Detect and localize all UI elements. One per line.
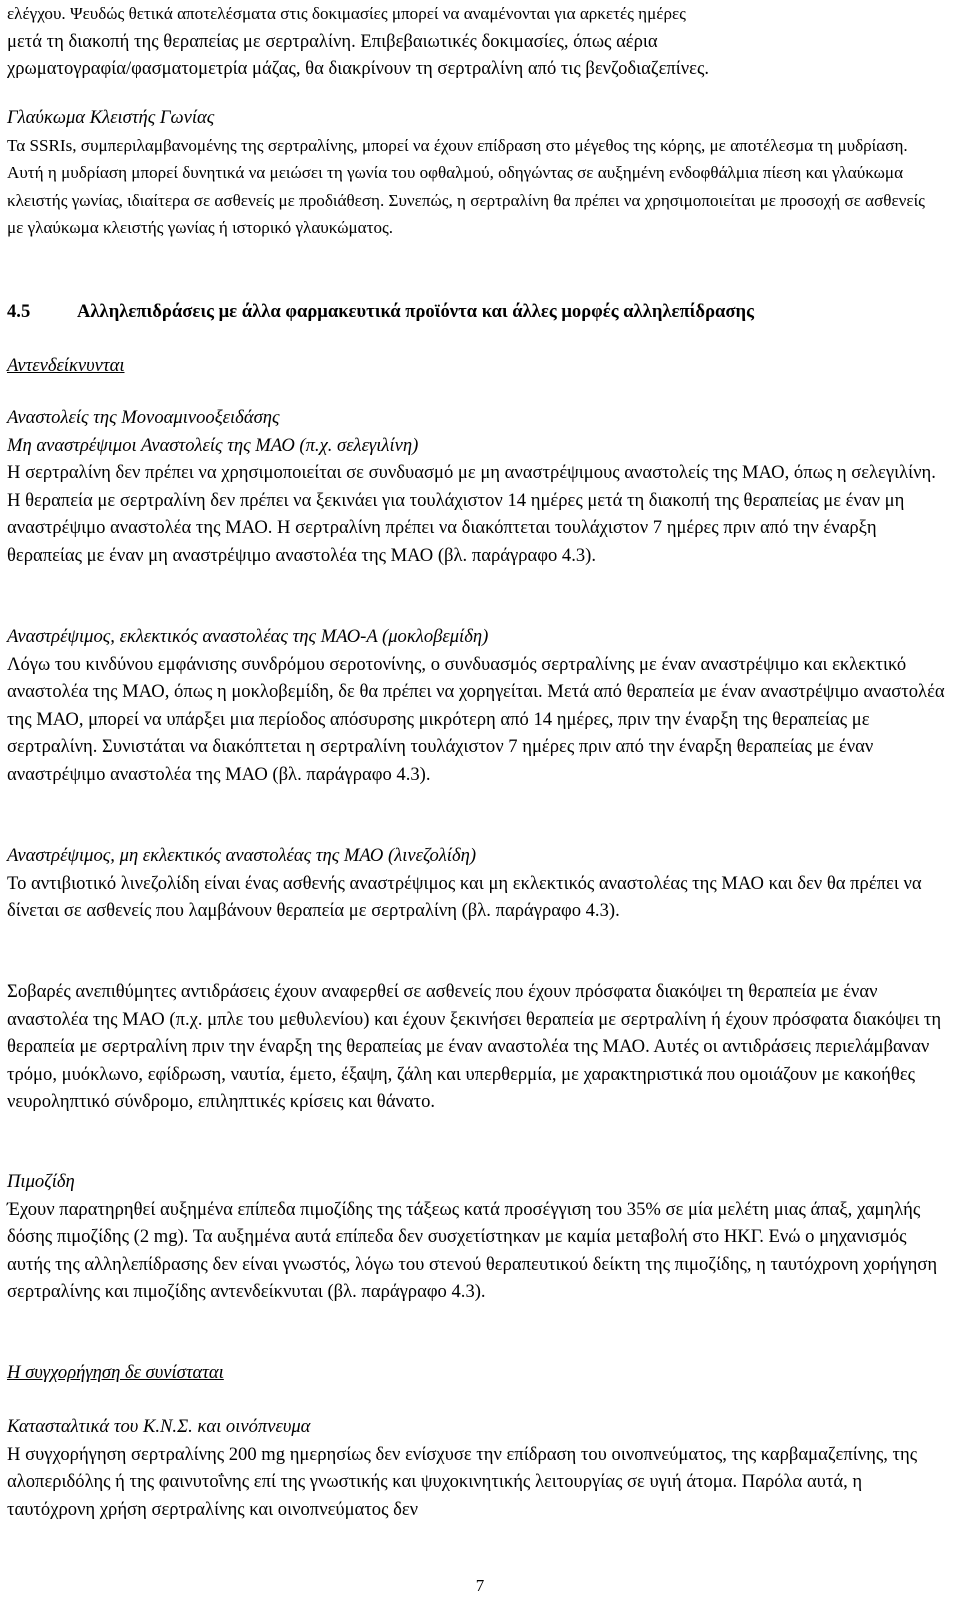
linezolid-heading: Αναστρέψιμος, μη εκλεκτικός αναστολέας της ΜΑΟ (λινεζολίδη): [7, 845, 477, 866]
moclobemide-heading: Αναστρέψιμος, εκλεκτικός αναστολέας της ΜΑΟ-Α (μοκλοβεμίδη): [7, 626, 489, 647]
contraindicated-heading: Αντενδείκνυνται: [7, 355, 125, 376]
page-number: 7: [475, 1576, 485, 1595]
maoi-heading: Αναστολείς της Μονοαμινοοξειδάσης: [7, 407, 280, 428]
moclobemide-section: [7, 623, 947, 789]
glaucoma-heading: Γλαύκωμα Κλειστής Γωνίας: [7, 107, 215, 128]
cns-alcohol-body: Η συγχορήγηση σερτραλίνης 200 mg ημερησίως δεν ενίσχυσε την επίδραση του οινοπνεύματος, της καρβαμαζεπίνης, της αλοπεριδόλης ή της φαινυτοΐνης επί της γνωστικής και ψυχοκινητικής λειτουργίας σε υγιή άτομα. Παρόλα αυτά, η ταυτόχρονη χρήση σερτραλίνης και οινοπνεύματος δεν: [7, 1443, 918, 1520]
cns-alcohol-section: [7, 1413, 947, 1523]
glaucoma-body: Τα SSRIs, συμπεριλαμβανομένης της σερτραλίνης, μπορεί να έχουν επίδραση στο μέγεθος της κόρης, με αποτέλεσμα τη μυδρίαση. Αυτή η μυδρίαση μπορεί δυνητικά να μειώσει τη γωνία του οφθαλμού, οδηγώντας σε αυξημένη ενδοφθάλμια πίεση και γλαύκωμα κλειστής γωνίας, ιδιαίτερα σε ασθενείς με προδιάθεση. Συνεπώς, η σερτραλίνη θα πρέπει να χρησιμοποιείται με προσοχή σε ασθενείς με γλαύκωμα κλειστής γωνίας ή ιστορικό γλαυκώματος.: [7, 135, 925, 238]
intro-paragraph: [7, 0, 947, 83]
intro-line-2: μετά τη διακοπή της θεραπείας με σερτραλίνη. Επιβεβαιωτικές δοκιμασίες, όπως αέρια: [7, 30, 658, 52]
severe-reactions-paragraph: [7, 978, 947, 1116]
maoi-body: Η σερτραλίνη δεν πρέπει να χρησιμοποιείται σε συνδυασμό με μη αναστρέψιμους αναστολείς της ΜΑΟ, όπως η σελεγιλίνη. Η θεραπεία με σερτραλίνη δεν πρέπει να ξεκινάει για τουλάχιστον 14 ημέρες μετά τη διακοπή της θεραπείας με έναν μη αναστρέψιμο αναστολέα της ΜΑΟ. Η σερτραλίνη πρέπει να διακόπτεται τουλάχιστον 7 ημέρες πριν από την έναρξη θεραπείας με έναν μη αναστρέψιμο αναστολέα της ΜΑΟ (βλ. παράγραφο 4.3).: [7, 462, 936, 566]
linezolid-section: [7, 842, 947, 925]
not-recommended-block: [7, 1359, 947, 1387]
section-title: Αλληλεπιδράσεις με άλλα φαρμακευτικά προϊόντα και άλλες μορφές αλληλεπίδρασης: [77, 301, 754, 322]
section-number: 4.5: [7, 301, 31, 322]
contraindicated-block: [7, 352, 947, 380]
pimozide-heading: Πιμοζίδη: [7, 1171, 75, 1192]
moclobemide-body: Λόγω του κινδύνου εμφάνισης συνδρόμου σεροτονίνης, ο συνδυασμός σερτραλίνης με έναν αναστρέψιμο και εκλεκτικό αναστολέα της ΜΑΟ, όπως η μοκλοβεμίδη, δε θα πρέπει να χορηγείται. Μετά από θεραπεία με έναν αναστρέψιμο αναστολέα της ΜΑΟ, μπορεί να υπάρξει μια περίοδος απόσυρσης μικρότερη από 14 ημέρες, πριν την έναρξη της θεραπείας με σερτραλίνη. Συνιστάται να διακόπτεται η σερτραλίνη τουλάχιστον 7 ημέρες πριν από την έναρξη θεραπείας με έναν αναστρέψιμο αναστολέα της ΜΑΟ (βλ. παράγραφο 4.3).: [7, 653, 945, 785]
cns-alcohol-heading: Κατασταλτικά του Κ.Ν.Σ. και οινόπνευμα: [7, 1416, 311, 1437]
severe-reactions-body: Σοβαρές ανεπιθύμητες αντιδράσεις έχουν αναφερθεί σε ασθενείς που έχουν πρόσφατα διακόψει τη θεραπεία με έναν αναστολέα της ΜΑΟ (π.χ. μπλε του μεθυλενίου) και έχουν ξεκινήσει θεραπεία με σερτραλίνη ή έχουν πρόσφατα διακόψει τη θεραπεία με σερτραλίνη πριν την έναρξη της θεραπείας με έναν αναστολέα της ΜΑΟ. Αυτές οι αντιδράσεις περιελάμβαναν τρόμο, μυόκλωνο, εφίδρωση, ναυτία, έμετο, έξαψη, ζάλη και υπερθερμία, με χαρακτηριστικά που ομοιάζουν με κακοήθες νευροληπτικό σύνδρομο, επιληπτικές κρίσεις και θάνατο.: [7, 981, 942, 1113]
pimozide-body: Έχουν παρατηρηθεί αυξημένα επίπεδα πιμοζίδης της τάξεως κατά προσέγγιση του 35% σε μία μελέτη μιας άπαξ, χαμηλής δόσης πιμοζίδης (2 mg). Τα αυξημένα αυτά επίπεδα δεν συσχετίστηκαν με καμία μεταβολή στο ΗΚΓ. Ενώ ο μηχανισμός αυτής της αλληλεπίδρασης δεν είναι γνωστός, λόγω του στενού θεραπευτικού δείκτη της πιμοζίδης, η ταυτόχρονη χορήγηση σερτραλίνης και πιμοζίδης αντενδείκνυται (βλ. παράγραφο 4.3).: [7, 1198, 938, 1303]
intro-line-1: ελέγχου. Ψευδώς θετικά αποτελέσματα στις δοκιμασίες μπορεί να αναμένονται για αρκετές ημέρες: [7, 4, 686, 23]
maoi-section: [7, 404, 947, 570]
not-recommended-heading: Η συγχορήγηση δε συνίσταται: [7, 1362, 224, 1383]
linezolid-body: Το αντιβιοτικό λινεζολίδη είναι ένας ασθενής αναστρέψιμος και μη εκλεκτικός αναστολέας της ΜΑΟ και δεν θα πρέπει να δίνεται σε ασθενείς που λαμβάνουν θεραπεία με σερτραλίνη (βλ. παράγραφο 4.3).: [7, 872, 922, 922]
section-heading: [7, 298, 947, 326]
glaucoma-section: [7, 104, 947, 242]
pimozide-section: [7, 1168, 947, 1306]
intro-line-3: χρωματογραφία/φασματομετρία μάζας, θα διακρίνουν τη σερτραλίνη από τις βενζοδιαζεπίνες.: [7, 58, 709, 80]
maoi-subheading: Μη αναστρέψιμοι Αναστολείς της ΜΑΟ (π.χ. σελεγιλίνη): [7, 434, 419, 456]
